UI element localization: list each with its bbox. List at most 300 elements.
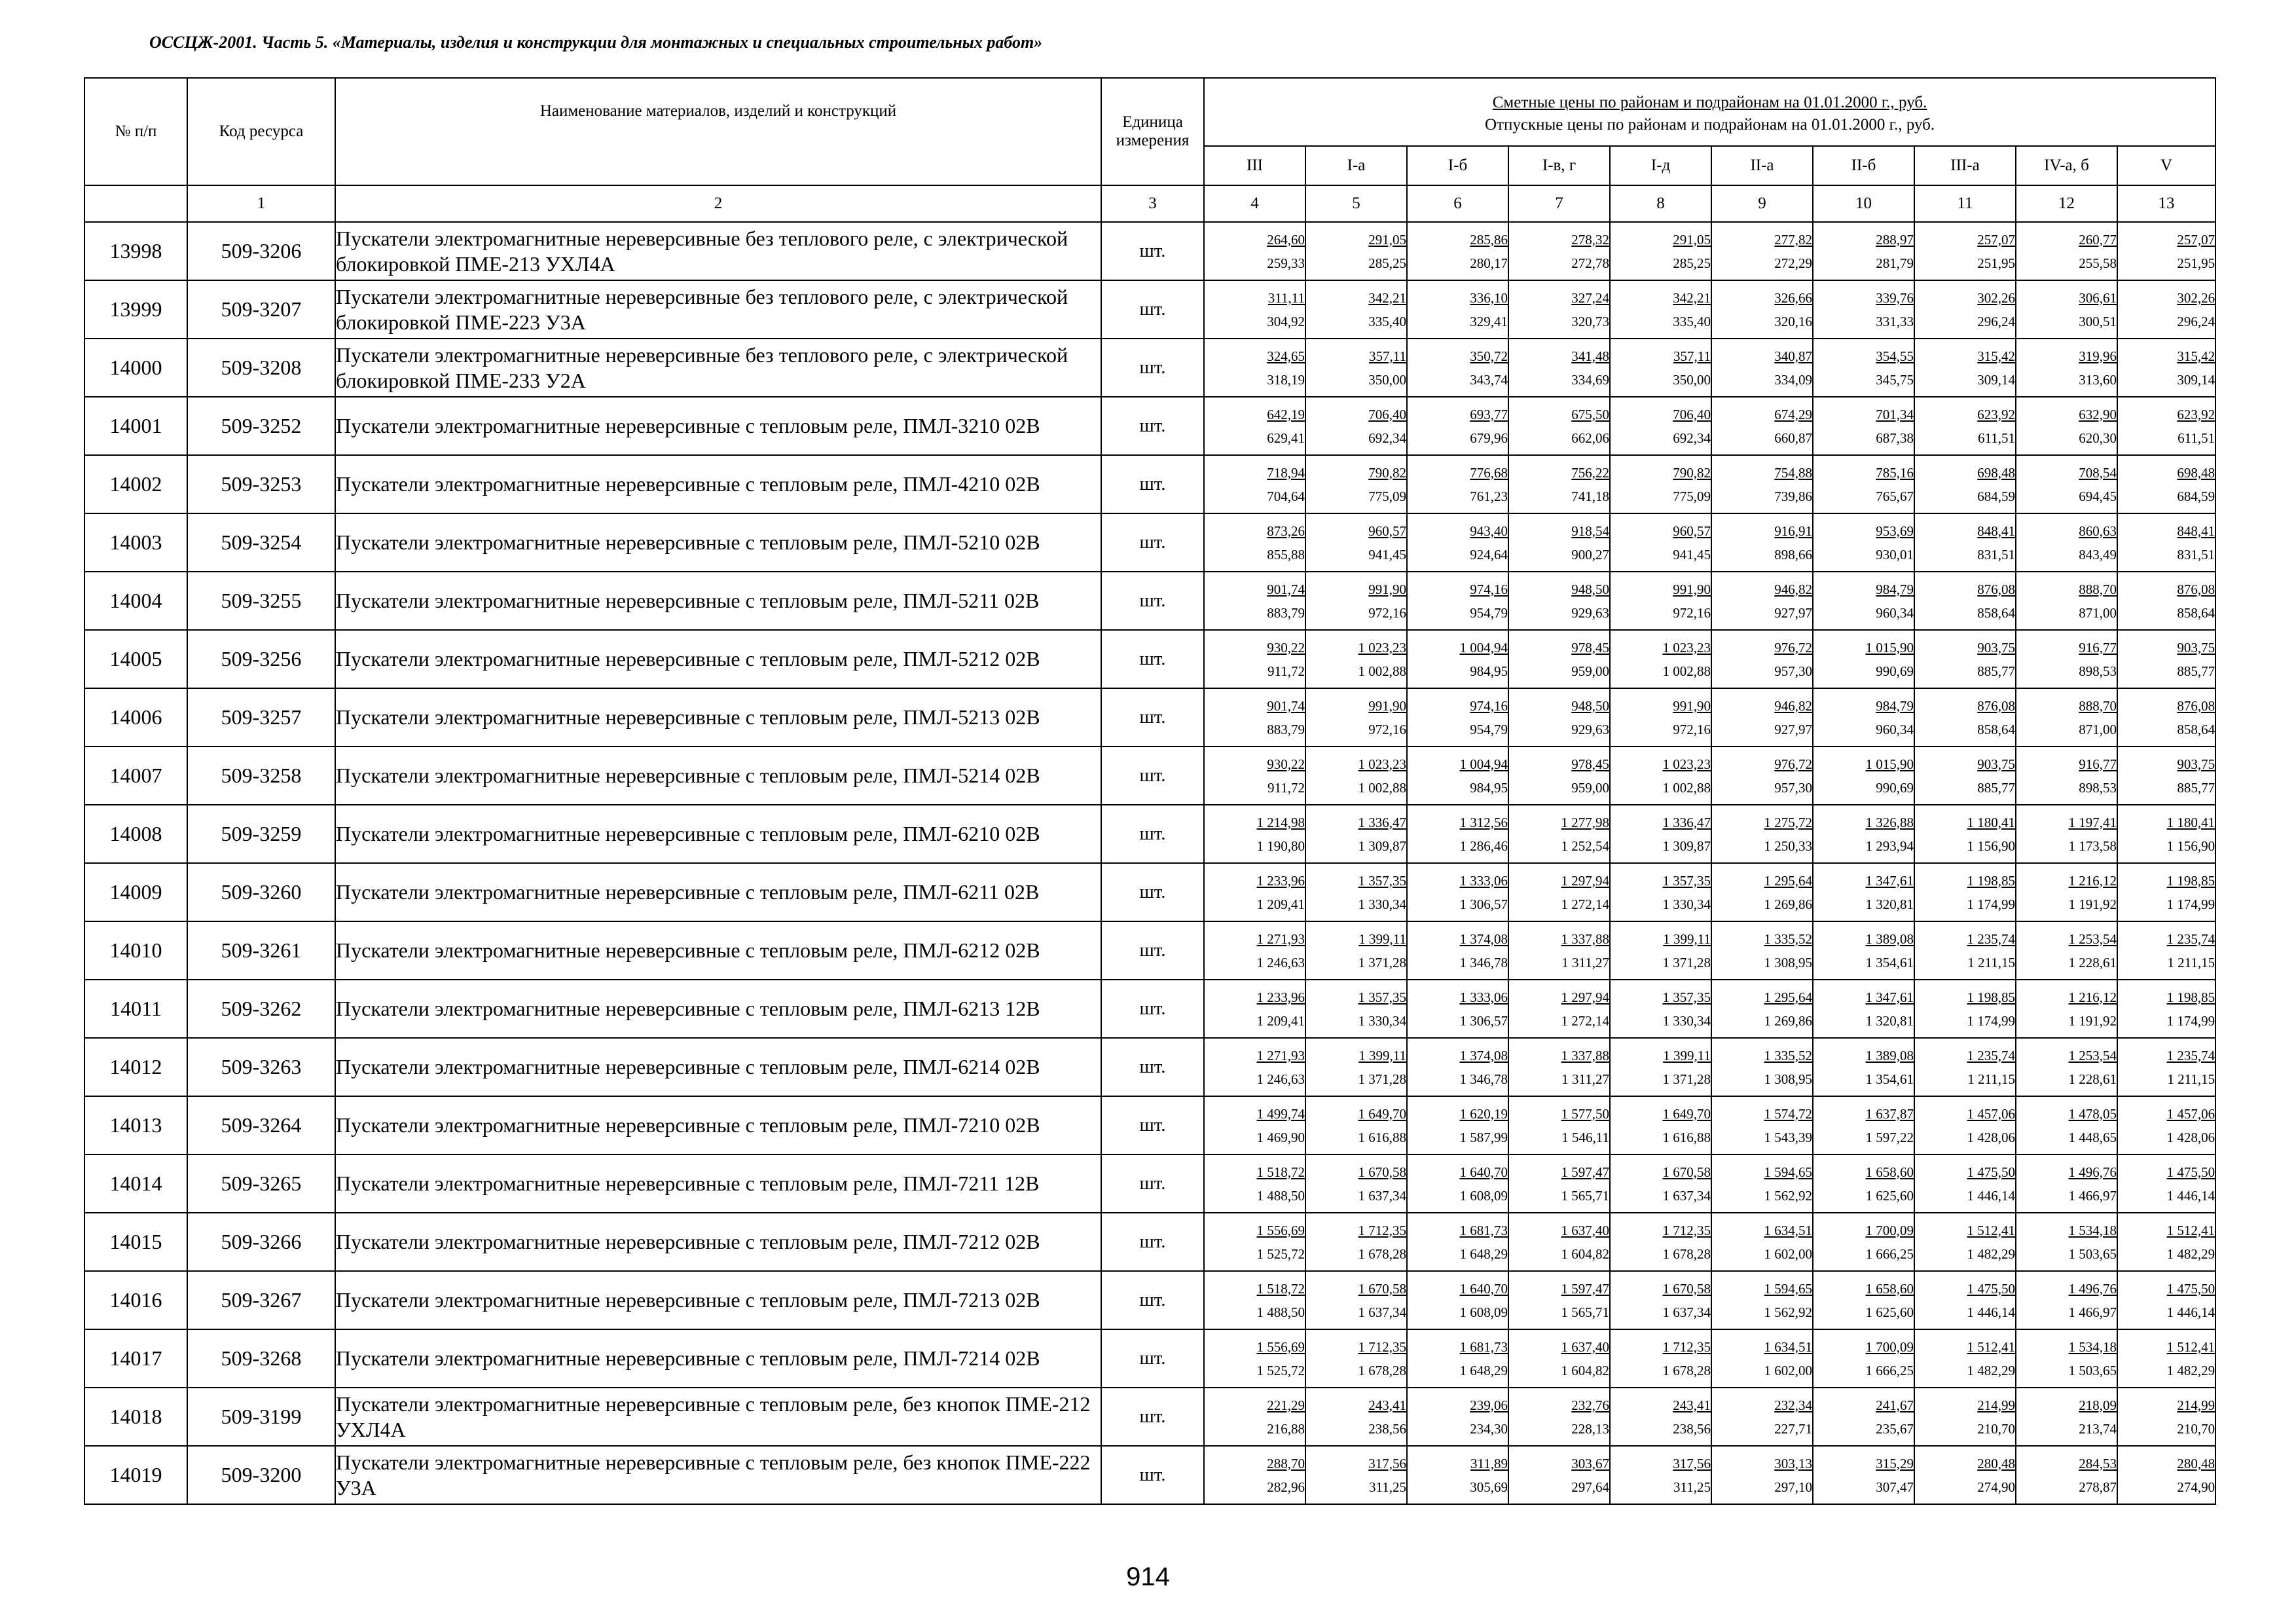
price-cell [1204, 863, 1305, 921]
estimate-price: 1 637,40 [1561, 1338, 1609, 1355]
price-table [84, 77, 2216, 1505]
unit: шт. [1101, 280, 1204, 339]
release-price: 679,96 [1470, 430, 1508, 446]
estimate-price: 1 337,88 [1561, 1047, 1609, 1063]
release-price: 1 246,63 [1256, 954, 1305, 970]
release-price: 1 191,92 [2068, 1012, 2117, 1029]
table-row [84, 572, 2215, 630]
release-price: 662,06 [1571, 430, 1609, 446]
estimate-price: 277,82 [1774, 231, 1812, 248]
price-cell [2016, 863, 2117, 921]
price-cell [1813, 280, 1914, 339]
estimate-price: 1 347,61 [1865, 872, 1914, 889]
release-price: 297,64 [1571, 1479, 1609, 1495]
unit: шт. [1101, 222, 1204, 280]
unit: шт. [1101, 1446, 1204, 1504]
price-cell [1813, 747, 1914, 805]
estimate-price: 243,41 [1673, 1397, 1711, 1413]
price-cell [1305, 1038, 1407, 1096]
estimate-price: 1 253,54 [2068, 931, 2117, 947]
release-price: 1 209,41 [1256, 1012, 1305, 1029]
estimate-price: 232,76 [1571, 1397, 1609, 1413]
estimate-price: 1 658,60 [1865, 1280, 1914, 1297]
release-price: 858,64 [2177, 721, 2215, 737]
release-price: 1 503,65 [2068, 1246, 2117, 1262]
estimate-price: 1 496,76 [2068, 1280, 2117, 1297]
estimate-price: 1 023,23 [1358, 756, 1406, 772]
release-price: 1 604,82 [1561, 1362, 1609, 1378]
release-price: 285,25 [1368, 255, 1406, 271]
price-cell [1914, 921, 2016, 980]
price-cell [1610, 980, 1711, 1038]
release-price: 1 637,34 [1358, 1187, 1406, 1204]
release-price: 984,95 [1470, 779, 1508, 796]
estimate-price: 1 518,72 [1256, 1280, 1305, 1297]
price-cell [1305, 513, 1407, 572]
price-cell [1508, 921, 1610, 980]
price-cell [1305, 980, 1407, 1038]
estimate-price: 1 658,60 [1865, 1164, 1914, 1180]
release-price: 858,64 [1977, 604, 2015, 621]
price-cell [1508, 280, 1610, 339]
table-row [84, 1388, 2215, 1446]
price-cell [1914, 1329, 2016, 1388]
estimate-price: 1 700,09 [1865, 1338, 1914, 1355]
row-number: 14011 [84, 980, 187, 1038]
release-price: 883,79 [1267, 604, 1305, 621]
release-price: 1 446,14 [2166, 1187, 2215, 1204]
estimate-price: 876,08 [2177, 697, 2215, 714]
release-price: 959,00 [1571, 663, 1609, 679]
price-cell [1711, 397, 1813, 455]
unit: шт. [1101, 805, 1204, 863]
estimate-price: 1 712,35 [1358, 1222, 1406, 1238]
price-cell [1914, 339, 2016, 397]
release-price: 954,79 [1470, 604, 1508, 621]
release-price: 350,00 [1673, 371, 1711, 388]
release-price: 858,64 [2177, 604, 2215, 621]
estimate-price: 1 357,35 [1358, 872, 1406, 889]
release-price: 1 562,92 [1764, 1187, 1812, 1204]
price-cell [1914, 1096, 2016, 1154]
price-cell [1813, 630, 1914, 688]
price-cell [1204, 222, 1305, 280]
estimate-price: 1 235,74 [2166, 1047, 2215, 1063]
release-price: 1 446,14 [1967, 1187, 2015, 1204]
price-cell [2016, 1038, 2117, 1096]
release-price: 957,30 [1774, 779, 1812, 796]
price-cell [2117, 280, 2215, 339]
release-price: 885,77 [1977, 779, 2015, 796]
estimate-price: 1 295,64 [1764, 989, 1812, 1005]
row-number: 13999 [84, 280, 187, 339]
estimate-price: 302,26 [1977, 289, 2015, 306]
release-price: 309,14 [1977, 371, 2015, 388]
estimate-price: 1 670,58 [1662, 1164, 1711, 1180]
release-price: 775,09 [1673, 488, 1711, 504]
release-price: 898,66 [1774, 546, 1812, 563]
price-cell [1610, 1446, 1711, 1504]
estimate-price: 278,32 [1571, 231, 1609, 248]
estimate-price: 1 597,47 [1561, 1164, 1609, 1180]
price-cell [1813, 1096, 1914, 1154]
release-price: 1 002,88 [1662, 779, 1711, 796]
estimate-price: 306,61 [2079, 289, 2117, 306]
column-header-unit: Единица измерения [1101, 78, 1204, 185]
estimate-price: 1 499,74 [1256, 1105, 1305, 1122]
price-cell [2117, 1038, 2215, 1096]
release-price: 611,51 [2178, 430, 2215, 446]
price-cell [2016, 630, 2117, 688]
price-cell [1407, 1038, 1508, 1096]
row-number: 14002 [84, 455, 187, 513]
item-name: Пускатели электромагнитные нереверсивные с тепловым реле, ПМЛ-6210 02В [335, 805, 1101, 863]
price-cell [1610, 339, 1711, 397]
estimate-price: 1 357,35 [1662, 989, 1711, 1005]
price-cell [1914, 572, 2016, 630]
estimate-price: 888,70 [2079, 581, 2117, 597]
estimate-price: 1 214,98 [1256, 814, 1305, 830]
price-cell [1914, 397, 2016, 455]
price-cell [1711, 805, 1813, 863]
price-cell [1305, 921, 1407, 980]
release-price: 1 330,34 [1662, 896, 1711, 912]
release-price: 238,56 [1673, 1420, 1711, 1437]
estimate-price: 1 197,41 [2068, 814, 2117, 830]
release-price: 885,77 [1977, 663, 2015, 679]
estimate-price: 1 399,11 [1663, 1047, 1711, 1063]
estimate-price: 354,55 [1876, 348, 1914, 364]
release-price: 1 488,50 [1256, 1187, 1305, 1204]
resource-code: 509-3266 [187, 1213, 335, 1271]
price-cell [2016, 455, 2117, 513]
release-price: 1 482,29 [2166, 1362, 2215, 1378]
release-price: 1 597,22 [1865, 1129, 1914, 1145]
release-price: 959,00 [1571, 779, 1609, 796]
resource-code: 509-3253 [187, 455, 335, 513]
unit: шт. [1101, 630, 1204, 688]
estimate-price: 303,67 [1571, 1455, 1609, 1471]
resource-code: 509-3200 [187, 1446, 335, 1504]
estimate-price: 324,65 [1267, 348, 1305, 364]
price-cell [2016, 747, 2117, 805]
estimate-price: 260,77 [2079, 231, 2117, 248]
estimate-price: 901,74 [1267, 581, 1305, 597]
release-price: 692,34 [1368, 430, 1406, 446]
release-price: 329,41 [1470, 313, 1508, 329]
price-cell [2016, 1388, 2117, 1446]
price-cell [1711, 1271, 1813, 1329]
release-price: 924,64 [1470, 546, 1508, 563]
price-cell [1508, 630, 1610, 688]
price-cell [1813, 572, 1914, 630]
estimate-price: 1 620,19 [1459, 1105, 1508, 1122]
price-cell [1711, 1329, 1813, 1388]
estimate-price: 1 512,41 [2166, 1338, 2215, 1355]
release-price: 1 002,88 [1358, 779, 1406, 796]
estimate-price: 1 712,35 [1662, 1338, 1711, 1355]
release-price: 1 488,50 [1256, 1304, 1305, 1320]
price-cell [1204, 1329, 1305, 1388]
estimate-price: 357,11 [1369, 348, 1406, 364]
estimate-price: 903,75 [2177, 756, 2215, 772]
release-price: 1 330,34 [1358, 896, 1406, 912]
price-cell [1305, 339, 1407, 397]
resource-code: 509-3208 [187, 339, 335, 397]
price-cell [1407, 1213, 1508, 1271]
price-cell [2117, 572, 2215, 630]
estimate-price: 1 457,06 [1967, 1105, 2015, 1122]
release-price: 1 269,86 [1764, 1012, 1812, 1029]
price-cell [1813, 1271, 1914, 1329]
price-cell [1711, 1154, 1813, 1213]
unit: шт. [1101, 1271, 1204, 1329]
column-header-prices [1204, 78, 2215, 146]
price-cell [1914, 980, 2016, 1038]
release-price: 251,95 [2177, 255, 2215, 271]
estimate-price: 315,42 [2177, 348, 2215, 364]
price-cell [2117, 1329, 2215, 1388]
release-price: 739,86 [1774, 488, 1812, 504]
price-cell [1204, 339, 1305, 397]
price-cell [2016, 688, 2117, 747]
table-row [84, 1329, 2215, 1388]
price-cell [1508, 572, 1610, 630]
release-price: 1 354,61 [1865, 1071, 1914, 1087]
row-number: 14017 [84, 1329, 187, 1388]
price-cell [1914, 1446, 2016, 1504]
release-price: 1 482,29 [1967, 1362, 2015, 1378]
unit: шт. [1101, 980, 1204, 1038]
release-price: 1 602,00 [1764, 1246, 1812, 1262]
table-row [84, 1213, 2215, 1271]
price-cell [1407, 455, 1508, 513]
release-price: 1 211,15 [2167, 1071, 2215, 1087]
estimate-price: 916,91 [1774, 523, 1812, 539]
release-price: 313,60 [2079, 371, 2117, 388]
row-number: 14003 [84, 513, 187, 572]
release-price: 335,40 [1673, 313, 1711, 329]
item-name: Пускатели электромагнитные нереверсивные с тепловым реле, ПМЛ-5211 02В [335, 572, 1101, 630]
row-number: 14008 [84, 805, 187, 863]
release-price: 213,74 [2079, 1420, 2117, 1437]
price-cell [1711, 222, 1813, 280]
release-price: 1 272,14 [1561, 896, 1609, 912]
release-price: 297,10 [1774, 1479, 1812, 1495]
price-cell [1813, 1388, 1914, 1446]
release-price: 1 466,97 [2068, 1187, 2117, 1204]
release-price: 259,33 [1267, 255, 1305, 271]
price-cell [1813, 1329, 1914, 1388]
release-price: 1 174,99 [1967, 1012, 2015, 1029]
release-price: 1 625,60 [1865, 1304, 1914, 1320]
release-price: 320,73 [1571, 313, 1609, 329]
estimate-price: 790,82 [1673, 464, 1711, 481]
release-price: 1 252,54 [1561, 838, 1609, 854]
release-price: 1 678,28 [1358, 1246, 1406, 1262]
release-price: 1 525,72 [1256, 1362, 1305, 1378]
release-price: 1 211,15 [2167, 954, 2215, 970]
release-price: 274,90 [1977, 1479, 2015, 1495]
row-number: 14000 [84, 339, 187, 397]
estimate-price: 291,05 [1673, 231, 1711, 248]
release-price: 343,74 [1470, 371, 1508, 388]
estimate-price: 991,90 [1368, 697, 1406, 714]
estimate-price: 214,99 [1977, 1397, 2015, 1413]
column-index: 2 [335, 185, 1101, 222]
estimate-price: 1 235,74 [1967, 931, 2015, 947]
price-cell [1914, 630, 2016, 688]
release-price: 1 320,81 [1865, 896, 1914, 912]
price-cell [1813, 222, 1914, 280]
row-number: 14016 [84, 1271, 187, 1329]
release-price: 1 211,15 [1967, 954, 2015, 970]
resource-code: 509-3255 [187, 572, 335, 630]
release-price: 927,97 [1774, 604, 1812, 621]
price-cell [2117, 863, 2215, 921]
price-cell [1711, 747, 1813, 805]
estimate-price: 1 023,23 [1662, 639, 1711, 655]
price-cell [1914, 1154, 2016, 1213]
estimate-price: 241,67 [1876, 1397, 1914, 1413]
release-price: 285,25 [1673, 255, 1711, 271]
release-price: 692,34 [1673, 430, 1711, 446]
release-price: 1 320,81 [1865, 1012, 1914, 1029]
release-price: 1 311,27 [1561, 954, 1609, 970]
release-price: 311,25 [1369, 1479, 1406, 1495]
column-index: 10 [1813, 185, 1914, 222]
release-price: 684,59 [2177, 488, 2215, 504]
estimate-price: 1 556,69 [1256, 1338, 1305, 1355]
price-cell [1610, 513, 1711, 572]
estimate-price: 1 336,47 [1358, 814, 1406, 830]
price-cell [2117, 1271, 2215, 1329]
estimate-price: 960,57 [1673, 523, 1711, 539]
price-cell [1407, 747, 1508, 805]
release-price: 704,64 [1267, 488, 1305, 504]
price-cell [1508, 805, 1610, 863]
estimate-price: 1 333,06 [1459, 989, 1508, 1005]
estimate-price: 1 198,85 [2166, 872, 2215, 889]
row-number: 14013 [84, 1096, 187, 1154]
table-row [84, 280, 2215, 339]
release-price: 843,49 [2079, 546, 2117, 563]
estimate-price: 340,87 [1774, 348, 1812, 364]
item-name: Пускатели электромагнитные нереверсивные без теплового реле, с электрической блокировкой ПМЕ-223 У3А [335, 280, 1101, 339]
price-cell [1711, 980, 1813, 1038]
price-cell [2016, 805, 2117, 863]
estimate-price: 623,92 [2177, 406, 2215, 422]
estimate-price: 991,90 [1673, 697, 1711, 714]
release-price: 858,64 [1977, 721, 2015, 737]
price-cell [1204, 455, 1305, 513]
estimate-price: 953,69 [1876, 523, 1914, 539]
price-cell [1610, 280, 1711, 339]
estimate-price: 848,41 [1977, 523, 2015, 539]
estimate-price: 1 556,69 [1256, 1222, 1305, 1238]
estimate-price: 1 712,35 [1662, 1222, 1711, 1238]
price-cell [1711, 455, 1813, 513]
estimate-price: 288,70 [1267, 1455, 1305, 1471]
resource-code: 509-3256 [187, 630, 335, 688]
price-cell [1914, 1388, 2016, 1446]
price-cell [1204, 1388, 1305, 1446]
price-cell [1508, 1271, 1610, 1329]
estimate-price: 1 233,96 [1256, 872, 1305, 889]
region-header: I-б [1407, 146, 1508, 185]
release-price: 911,72 [1267, 779, 1305, 796]
release-price: 611,51 [1978, 430, 2015, 446]
estimate-price: 1 399,11 [1663, 931, 1711, 947]
unit: шт. [1101, 1388, 1204, 1446]
price-cell [2117, 1388, 2215, 1446]
release-price: 1 637,34 [1662, 1187, 1711, 1204]
price-cell [1914, 1271, 2016, 1329]
release-price: 1 678,28 [1358, 1362, 1406, 1378]
item-name: Пускатели электромагнитные нереверсивные с тепловым реле, ПМЛ-5210 02В [335, 513, 1101, 572]
release-price: 927,97 [1774, 721, 1812, 737]
estimate-price: 1 336,47 [1662, 814, 1711, 830]
estimate-price: 1 640,70 [1459, 1280, 1508, 1297]
estimate-price: 978,45 [1571, 639, 1609, 655]
column-index: 5 [1305, 185, 1407, 222]
price-cell [1610, 630, 1711, 688]
release-price: 1 616,88 [1662, 1129, 1711, 1145]
release-price: 1 246,63 [1256, 1071, 1305, 1087]
estimate-price: 946,82 [1774, 581, 1812, 597]
price-cell [2016, 339, 2117, 397]
release-price: 1 311,27 [1561, 1071, 1609, 1087]
release-price: 990,69 [1876, 663, 1914, 679]
estimate-price: 960,57 [1368, 523, 1406, 539]
item-name: Пускатели электромагнитные нереверсивные с тепловым реле, ПМЛ-7210 02В [335, 1096, 1101, 1154]
price-cell [1914, 1213, 2016, 1271]
unit: шт. [1101, 1154, 1204, 1213]
price-cell [1305, 688, 1407, 747]
release-price: 1 608,09 [1459, 1304, 1508, 1320]
estimate-price: 243,41 [1368, 1397, 1406, 1413]
price-cell [1204, 1271, 1305, 1329]
column-index: 3 [1101, 185, 1204, 222]
release-price: 1 286,46 [1459, 838, 1508, 854]
release-price: 210,70 [2177, 1420, 2215, 1437]
estimate-price: 214,99 [2177, 1397, 2215, 1413]
release-price: 930,01 [1876, 546, 1914, 563]
release-price: 660,87 [1774, 430, 1812, 446]
price-cell [1914, 513, 2016, 572]
release-price: 972,16 [1673, 721, 1711, 737]
release-price: 228,13 [1571, 1420, 1609, 1437]
item-name: Пускатели электромагнитные нереверсивные с тепловым реле, ПМЛ-6212 02В [335, 921, 1101, 980]
price-cell [1508, 688, 1610, 747]
release-price: 1 371,28 [1358, 1071, 1406, 1087]
price-cell [1610, 1329, 1711, 1388]
estimate-price: 1 649,70 [1662, 1105, 1711, 1122]
table-row [84, 980, 2215, 1038]
estimate-price: 991,90 [1673, 581, 1711, 597]
price-cell [1610, 397, 1711, 455]
release-price: 1 002,88 [1358, 663, 1406, 679]
unit: шт. [1101, 688, 1204, 747]
item-name: Пускатели электромагнитные нереверсивные с тепловым реле, ПМЛ-6211 02В [335, 863, 1101, 921]
estimate-price: 948,50 [1571, 581, 1609, 597]
region-header: III-а [1914, 146, 2016, 185]
estimate-price: 285,86 [1470, 231, 1508, 248]
estimate-price: 1 297,94 [1561, 872, 1609, 889]
release-price: 1 678,28 [1662, 1246, 1711, 1262]
price-cell [1305, 1271, 1407, 1329]
release-price: 1 156,90 [1967, 838, 2015, 854]
